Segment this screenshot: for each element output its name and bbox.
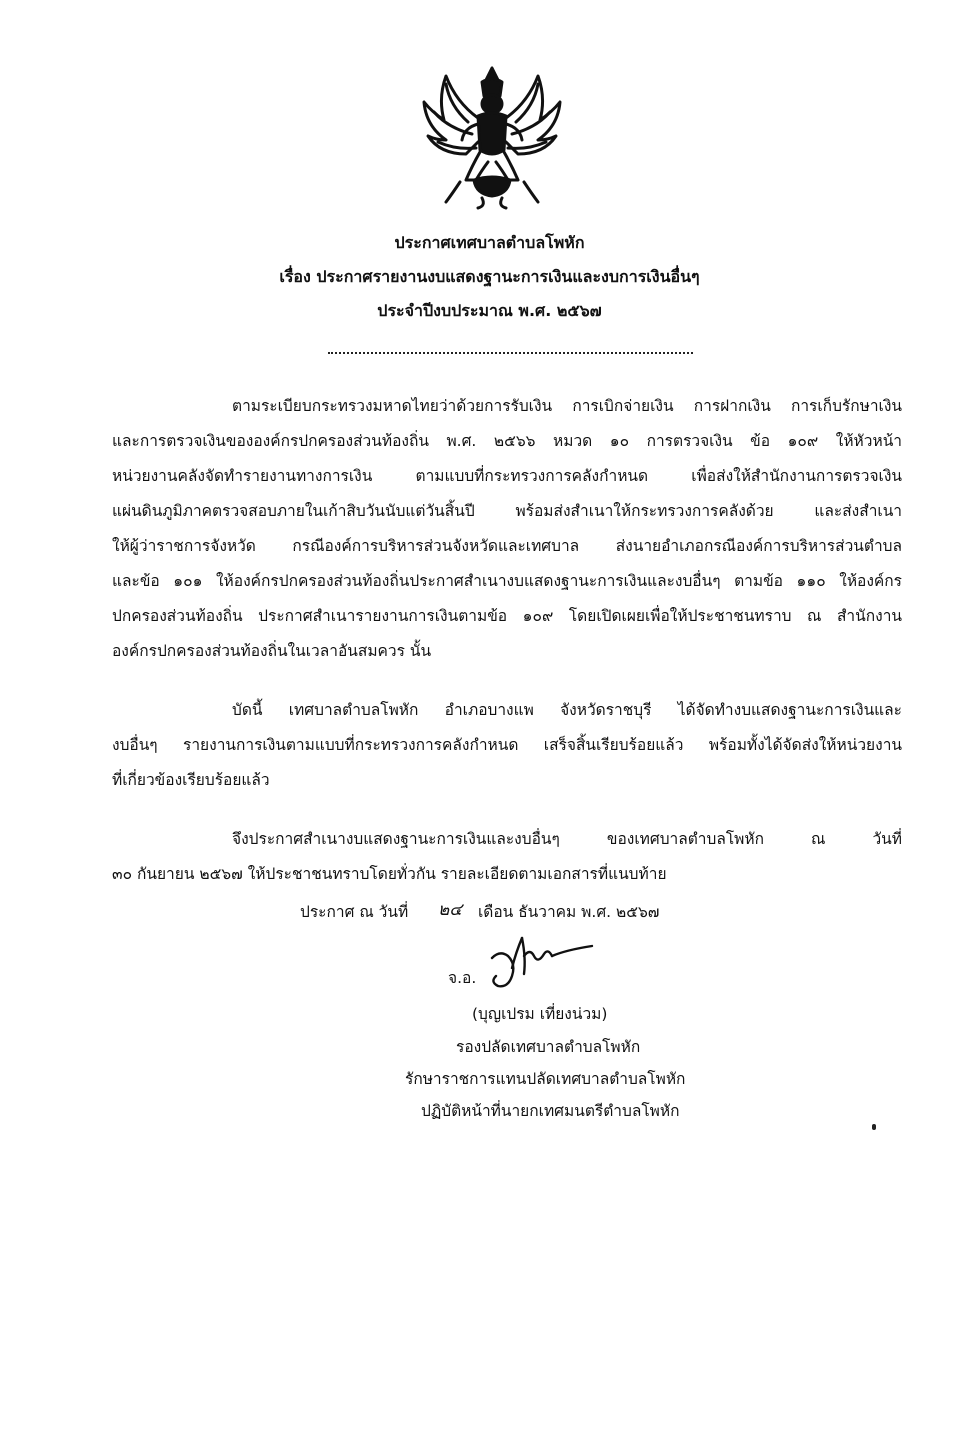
date-day-handwritten: ๒๔: [438, 900, 463, 920]
paragraph2-line: บัดนี้ เทศบาลตำบลโพหัก อำเภอบางแพ จังหวัดราชบุรี ได้จัดทำงบแสดงฐานะการเงินและ: [232, 701, 902, 719]
paragraph1-line: และข้อ ๑๐๑ ให้องค์กรปกครองส่วนท้องถิ่นประกาศสำเนางบแสดงฐานะการเงินและงบอื่นๆ ตามข้อ ๑๑๐ ให้องค์กร: [112, 572, 902, 590]
paragraph1-line: แผ่นดินภูมิภาคตรวจสอบภายในเก้าสิบวันนับแต่วันสิ้นปี พร้อมส่งสำเนาให้กระทรวงการคลังด้วย และส่งสำเนา: [112, 502, 902, 520]
signatory-title-3: ปฏิบัติหน้าที่นายกเทศมนตรีตำบลโพหัก: [421, 1102, 680, 1120]
announcement-subject: เรื่อง ประกาศรายงานงบแสดงฐานะการเงินและงบการเงินอื่นๆ: [279, 267, 700, 286]
paragraph2-line: ที่เกี่ยวข้องเรียบร้อยแล้ว: [112, 771, 270, 789]
date-month-year: เดือน ธันวาคม พ.ศ. ๒๕๖๗: [478, 903, 660, 921]
fiscal-year: ประจำปีงบประมาณ พ.ศ. ๒๕๖๗: [377, 301, 602, 320]
rank-abbreviation: จ.อ.: [448, 969, 477, 987]
signatory-title-1: รองปลัดเทศบาลตำบลโพหัก: [456, 1038, 641, 1056]
garuda-emblem-icon: [416, 62, 568, 210]
announcement-title: ประกาศเทศบาลตำบลโพหัก: [394, 233, 585, 252]
paragraph1-line: ตามระเบียบกระทรวงมหาดไทยว่าด้วยการรับเงิน การเบิกจ่ายเงิน การฝากเงิน การเก็บรักษาเงิน: [232, 397, 902, 415]
scan-speck: [872, 1124, 876, 1130]
paragraph1-line: องค์กรปกครองส่วนท้องถิ่นในเวลาอันสมควร นั้น: [112, 642, 432, 660]
handwritten-signature-icon: [486, 928, 598, 992]
paragraph3-line: ๓๐ กันยายน ๒๕๖๗ ให้ประชาชนทราบโดยทั่วกัน รายละเอียดตามเอกสารที่แนบท้าย: [112, 865, 667, 883]
paragraph1-line: ให้ผู้ว่าราชการจังหวัด กรณีองค์การบริหารส่วนจังหวัดและเทศบาล ส่งนายอำเภอกรณีองค์การบริหารส่วนตำบล: [112, 537, 902, 555]
paragraph3-line: จึงประกาศสำเนางบแสดงฐานะการเงินและงบอื่นๆ ของเทศบาลตำบลโพหัก ณ วันที่: [232, 830, 902, 848]
dotted-divider: [328, 352, 693, 354]
date-prefix: ประกาศ ณ วันที่: [300, 903, 409, 921]
paragraph1-line: หน่วยงานคลังจัดทำรายงานทางการเงิน ตามแบบที่กระทรวงการคลังกำหนด เพื่อส่งให้สำนักงานการตรวจเงิน: [112, 467, 902, 485]
paragraph1-line: ปกครองส่วนท้องถิ่น ประกาศสำเนารายงานการเงินตามข้อ ๑๐๙ โดยเปิดเผยเพื่อให้ประชาชนทราบ ณ สำนักงาน: [112, 607, 902, 625]
signatory-name: (บุญเปรม เที่ยงน่วม): [472, 1005, 608, 1023]
paragraph2-line: งบอื่นๆ รายงานการเงินตามแบบที่กระทรวงการคลังกำหนด เสร็จสิ้นเรียบร้อยแล้ว พร้อมทั้งได้จัดส่งให้หน่วยงาน: [112, 736, 902, 754]
signatory-title-2: รักษาราชการแทนปลัดเทศบาลตำบลโพหัก: [405, 1070, 686, 1088]
paragraph1-line: และการตรวจเงินขององค์กรปกครองส่วนท้องถิ่น พ.ศ. ๒๕๖๖ หมวด ๑๐ การตรวจเงิน ข้อ ๑๐๙ ให้หัวหน้า: [112, 432, 902, 450]
